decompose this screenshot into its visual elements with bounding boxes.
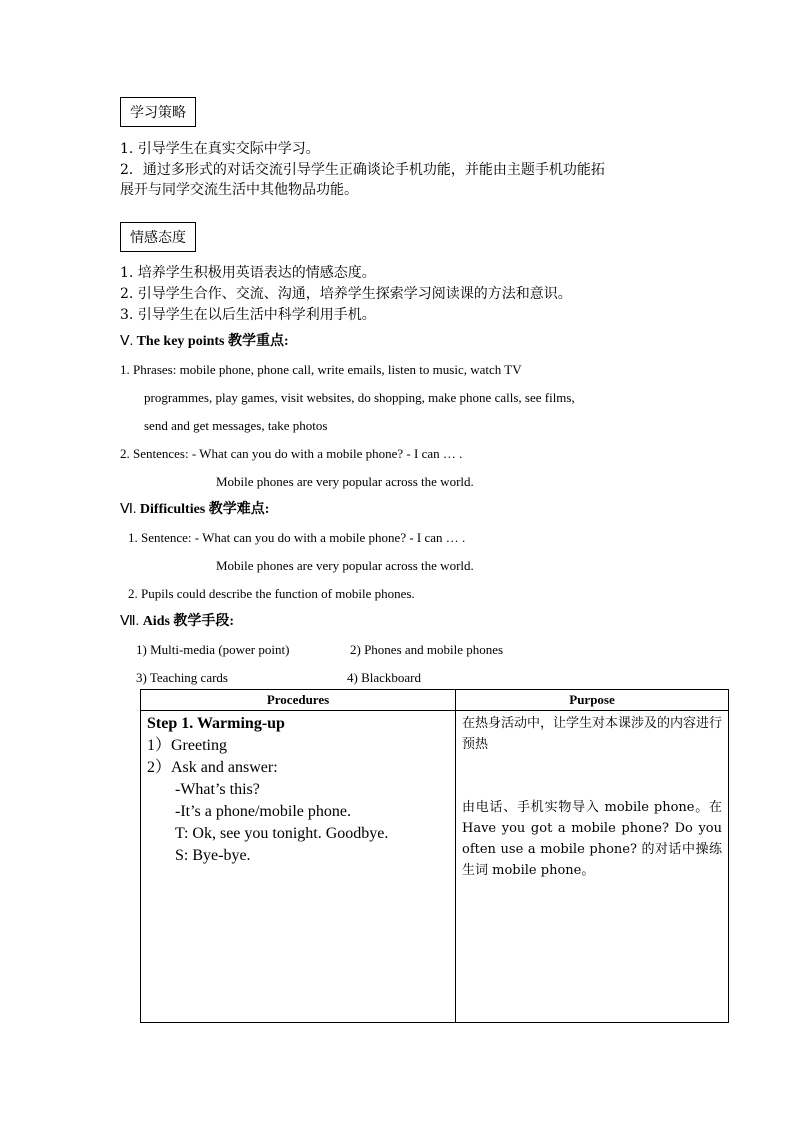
keypoints-heading: [120, 332, 289, 352]
procedure-item: T: Ok, see you tonight. Goodbye.: [175, 825, 389, 842]
table-header-row: [141, 690, 729, 711]
strategy-title: 学习策略: [130, 105, 186, 121]
step-title-text: Step 1. Warming-up: [147, 715, 285, 732]
difficulties-line-1: 1. Sentence: - What can you do with a mobile phone? - I can … .: [128, 530, 466, 545]
attitude-item-2: 2. 引导学生合作、交流、沟通，培养学生探索学习阅读课的方法和意识。: [120, 286, 572, 302]
strategy-title-box: [120, 97, 196, 127]
aids-item-3: 3) Teaching cards: [136, 670, 228, 685]
difficulties-num: Ⅵ.: [120, 502, 137, 517]
strategy-item-2: 2．通过多形式的对话交流引导学生正确谈论手机功能，并能由主题手机功能拓: [120, 162, 605, 178]
difficulties-line-3: 2. Pupils could describe the function of mobile phones.: [128, 586, 415, 601]
procedures-cell: [141, 711, 456, 1023]
keypoints-line-3: send and get messages, take photos: [144, 418, 328, 433]
procedure-item: -It’s a phone/mobile phone.: [175, 803, 351, 820]
purpose-cell: [456, 711, 729, 1023]
procedure-item: 2）Ask and answer:: [147, 759, 278, 776]
keypoints-line-4: 2. Sentences: - What can you do with a mobile phone? - I can … .: [120, 446, 463, 461]
attitude-item-3: 3. 引导学生在以后生活中科学利用手机。: [120, 307, 376, 323]
purpose-text-1: 在热身活动中，让学生对本课涉及的内容进行预热: [462, 716, 723, 752]
aids-heading: [120, 612, 234, 632]
aids-item-4: 4) Blackboard: [347, 670, 422, 685]
table-row: [141, 711, 729, 1023]
purpose-text-2: 由电话、手机实物导入 mobile phone。在 Have you got a mobile phone? Do you often use a mobile phone? 的对话中操练生词 mobile phone。: [462, 800, 722, 878]
difficulties-heading: [120, 500, 269, 520]
attitude-item-1: 1. 培养学生积极用英语表达的情感态度。: [120, 265, 376, 281]
aids-item-1: 1) Multi-media (power point): [136, 642, 290, 657]
keypoints-num: Ⅴ.: [120, 334, 134, 349]
header-purpose: Purpose: [456, 690, 729, 711]
attitude-title: 情感态度: [130, 230, 186, 246]
aids-title: Aids 教学手段:: [142, 614, 235, 629]
aids-num: Ⅶ.: [120, 614, 140, 629]
difficulties-line-2: Mobile phones are very popular across the world.: [216, 558, 474, 573]
keypoints-title: The key points 教学重点:: [136, 334, 289, 349]
difficulties-title: Difficulties 教学难点:: [139, 502, 270, 517]
procedure-table: [140, 689, 729, 1023]
keypoints-line-5: Mobile phones are very popular across the world.: [216, 474, 474, 489]
strategy-item-1: 1. 引导学生在真实交际中学习。: [120, 141, 320, 157]
procedure-item: -What’s this?: [175, 781, 260, 798]
attitude-title-box: [120, 222, 196, 252]
strategy-item-2-cont: 展开与同学交流生活中其他物品功能。: [120, 182, 358, 198]
procedure-item: S: Bye-bye.: [175, 847, 251, 864]
procedure-item: 1）Greeting: [147, 737, 227, 754]
aids-item-2: 2) Phones and mobile phones: [350, 642, 504, 657]
header-procedures: Procedures: [141, 690, 456, 711]
keypoints-line-1: 1. Phrases: mobile phone, phone call, write emails, listen to music, watch TV: [120, 362, 522, 377]
keypoints-line-2: programmes, play games, visit websites, do shopping, make phone calls, see films,: [144, 390, 575, 405]
step-title: [147, 713, 449, 735]
